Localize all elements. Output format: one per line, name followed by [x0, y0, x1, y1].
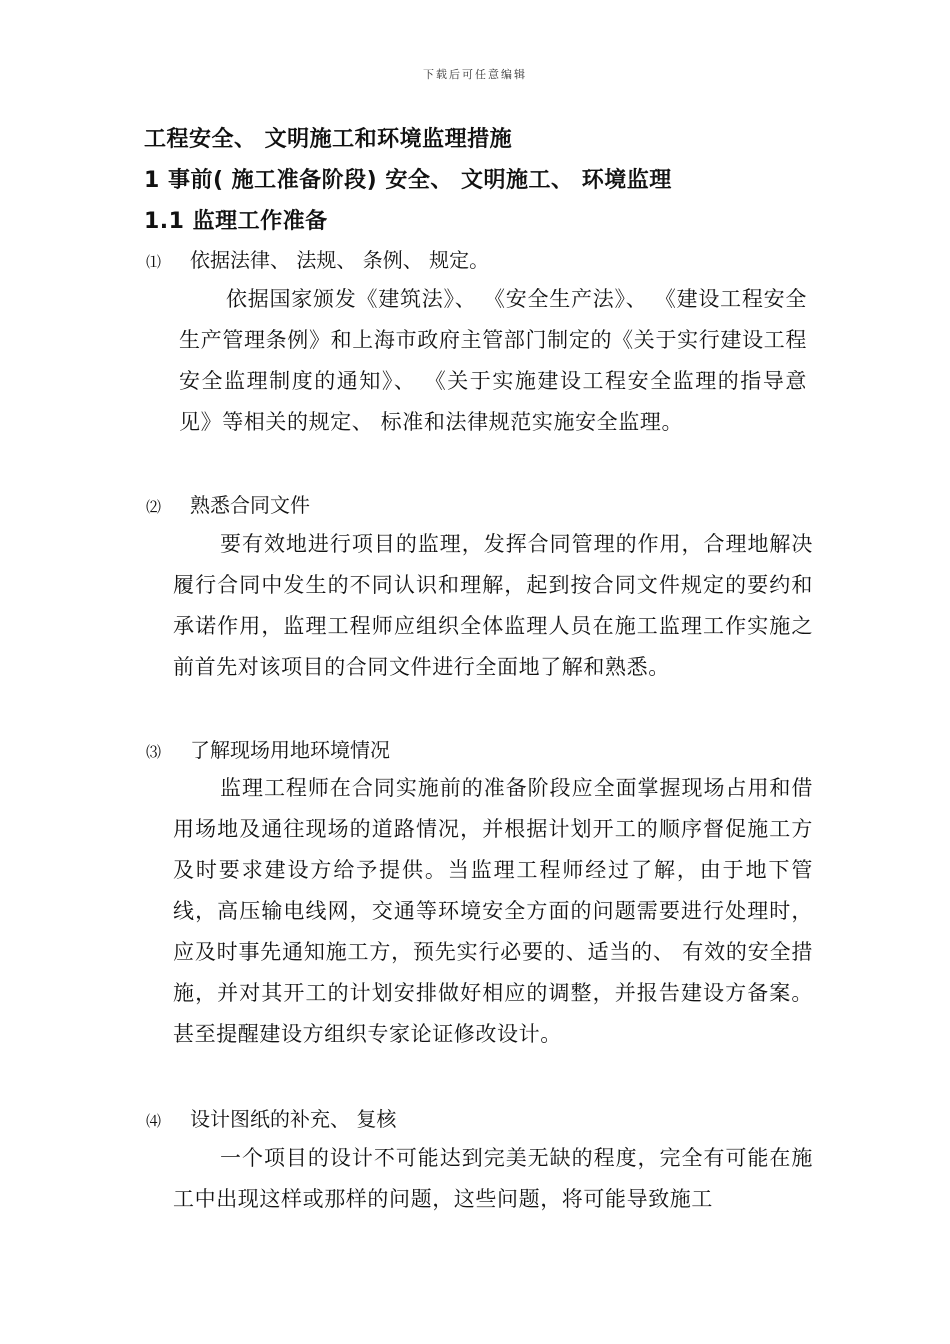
list-item-2-heading [146, 489, 310, 518]
list-item-1-heading [146, 244, 489, 273]
list-item-4-heading [146, 1103, 396, 1132]
paragraph-1 [179, 279, 807, 443]
item-number: ⑷ [146, 1112, 162, 1130]
item-number: ⑴ [146, 253, 162, 271]
item-label: 熟悉合同文件 [190, 493, 310, 517]
document-title: 工程安全、 文明施工和环境监理措施 [144, 127, 513, 152]
section-heading-1: 1 事前( 施工准备阶段) 安全、 文明施工、 环境监理 [144, 168, 672, 193]
item-label: 了解现场用地环境情况 [190, 738, 390, 762]
item-label: 依据法律、 法规、 条例、 规定。 [190, 248, 490, 272]
paragraph-2 [173, 524, 813, 688]
item-number: ⑶ [146, 743, 162, 761]
item-label: 设计图纸的补充、 复核 [190, 1107, 397, 1131]
paragraph-text: 要有效地进行项目的监理，发挥合同管理的作用，合理地解决履行合同中发生的不同认识和理解，起到按合同文件规定的要约和承诺作用，监理工程师应组织全体监理人员在施工监理工作实施之前首先对该项目的合同文件进行全面地了解和熟悉。 [173, 532, 813, 679]
list-item-3-heading [146, 734, 390, 763]
paragraph-4 [173, 1138, 813, 1220]
page-header: 下载后可任意编辑 [423, 68, 527, 81]
section-heading-1-1: 1.1 监理工作准备 [144, 209, 328, 234]
paragraph-text: 依据国家颁发《建筑法》、 《安全生产法》、 《建设工程安全生产管理条例》和上海市政府主管部门制定的《关于实行建设工程安全监理制度的通知》、 《关于实施建设工程安全监理的指导意见》等相关的规定、 标准和法律规范实施安全监理。 [179, 287, 807, 434]
paragraph-3 [173, 768, 813, 1055]
item-number: ⑵ [146, 498, 162, 516]
paragraph-text: 监理工程师在合同实施前的准备阶段应全面掌握现场占用和借用场地及通往现场的道路情况，并根据计划开工的顺序督促施工方及时要求建设方给予提供。当监理工程师经过了解，由于地下管线，高压输电线网，交通等环境安全方面的问题需要进行处理时，应及时事先通知施工方，预先实行必要的、适当的、 有效的安全措施，并对其开工的计划安排做好相应的调整，并报告建设方备案。甚至提醒建设方组织专家论证修改设计。 [173, 776, 813, 1046]
paragraph-text: 一个项目的设计不可能达到完美无缺的程度，完全有可能在施工中出现这样或那样的问题，这些问题，将可能导致施工 [173, 1146, 813, 1211]
